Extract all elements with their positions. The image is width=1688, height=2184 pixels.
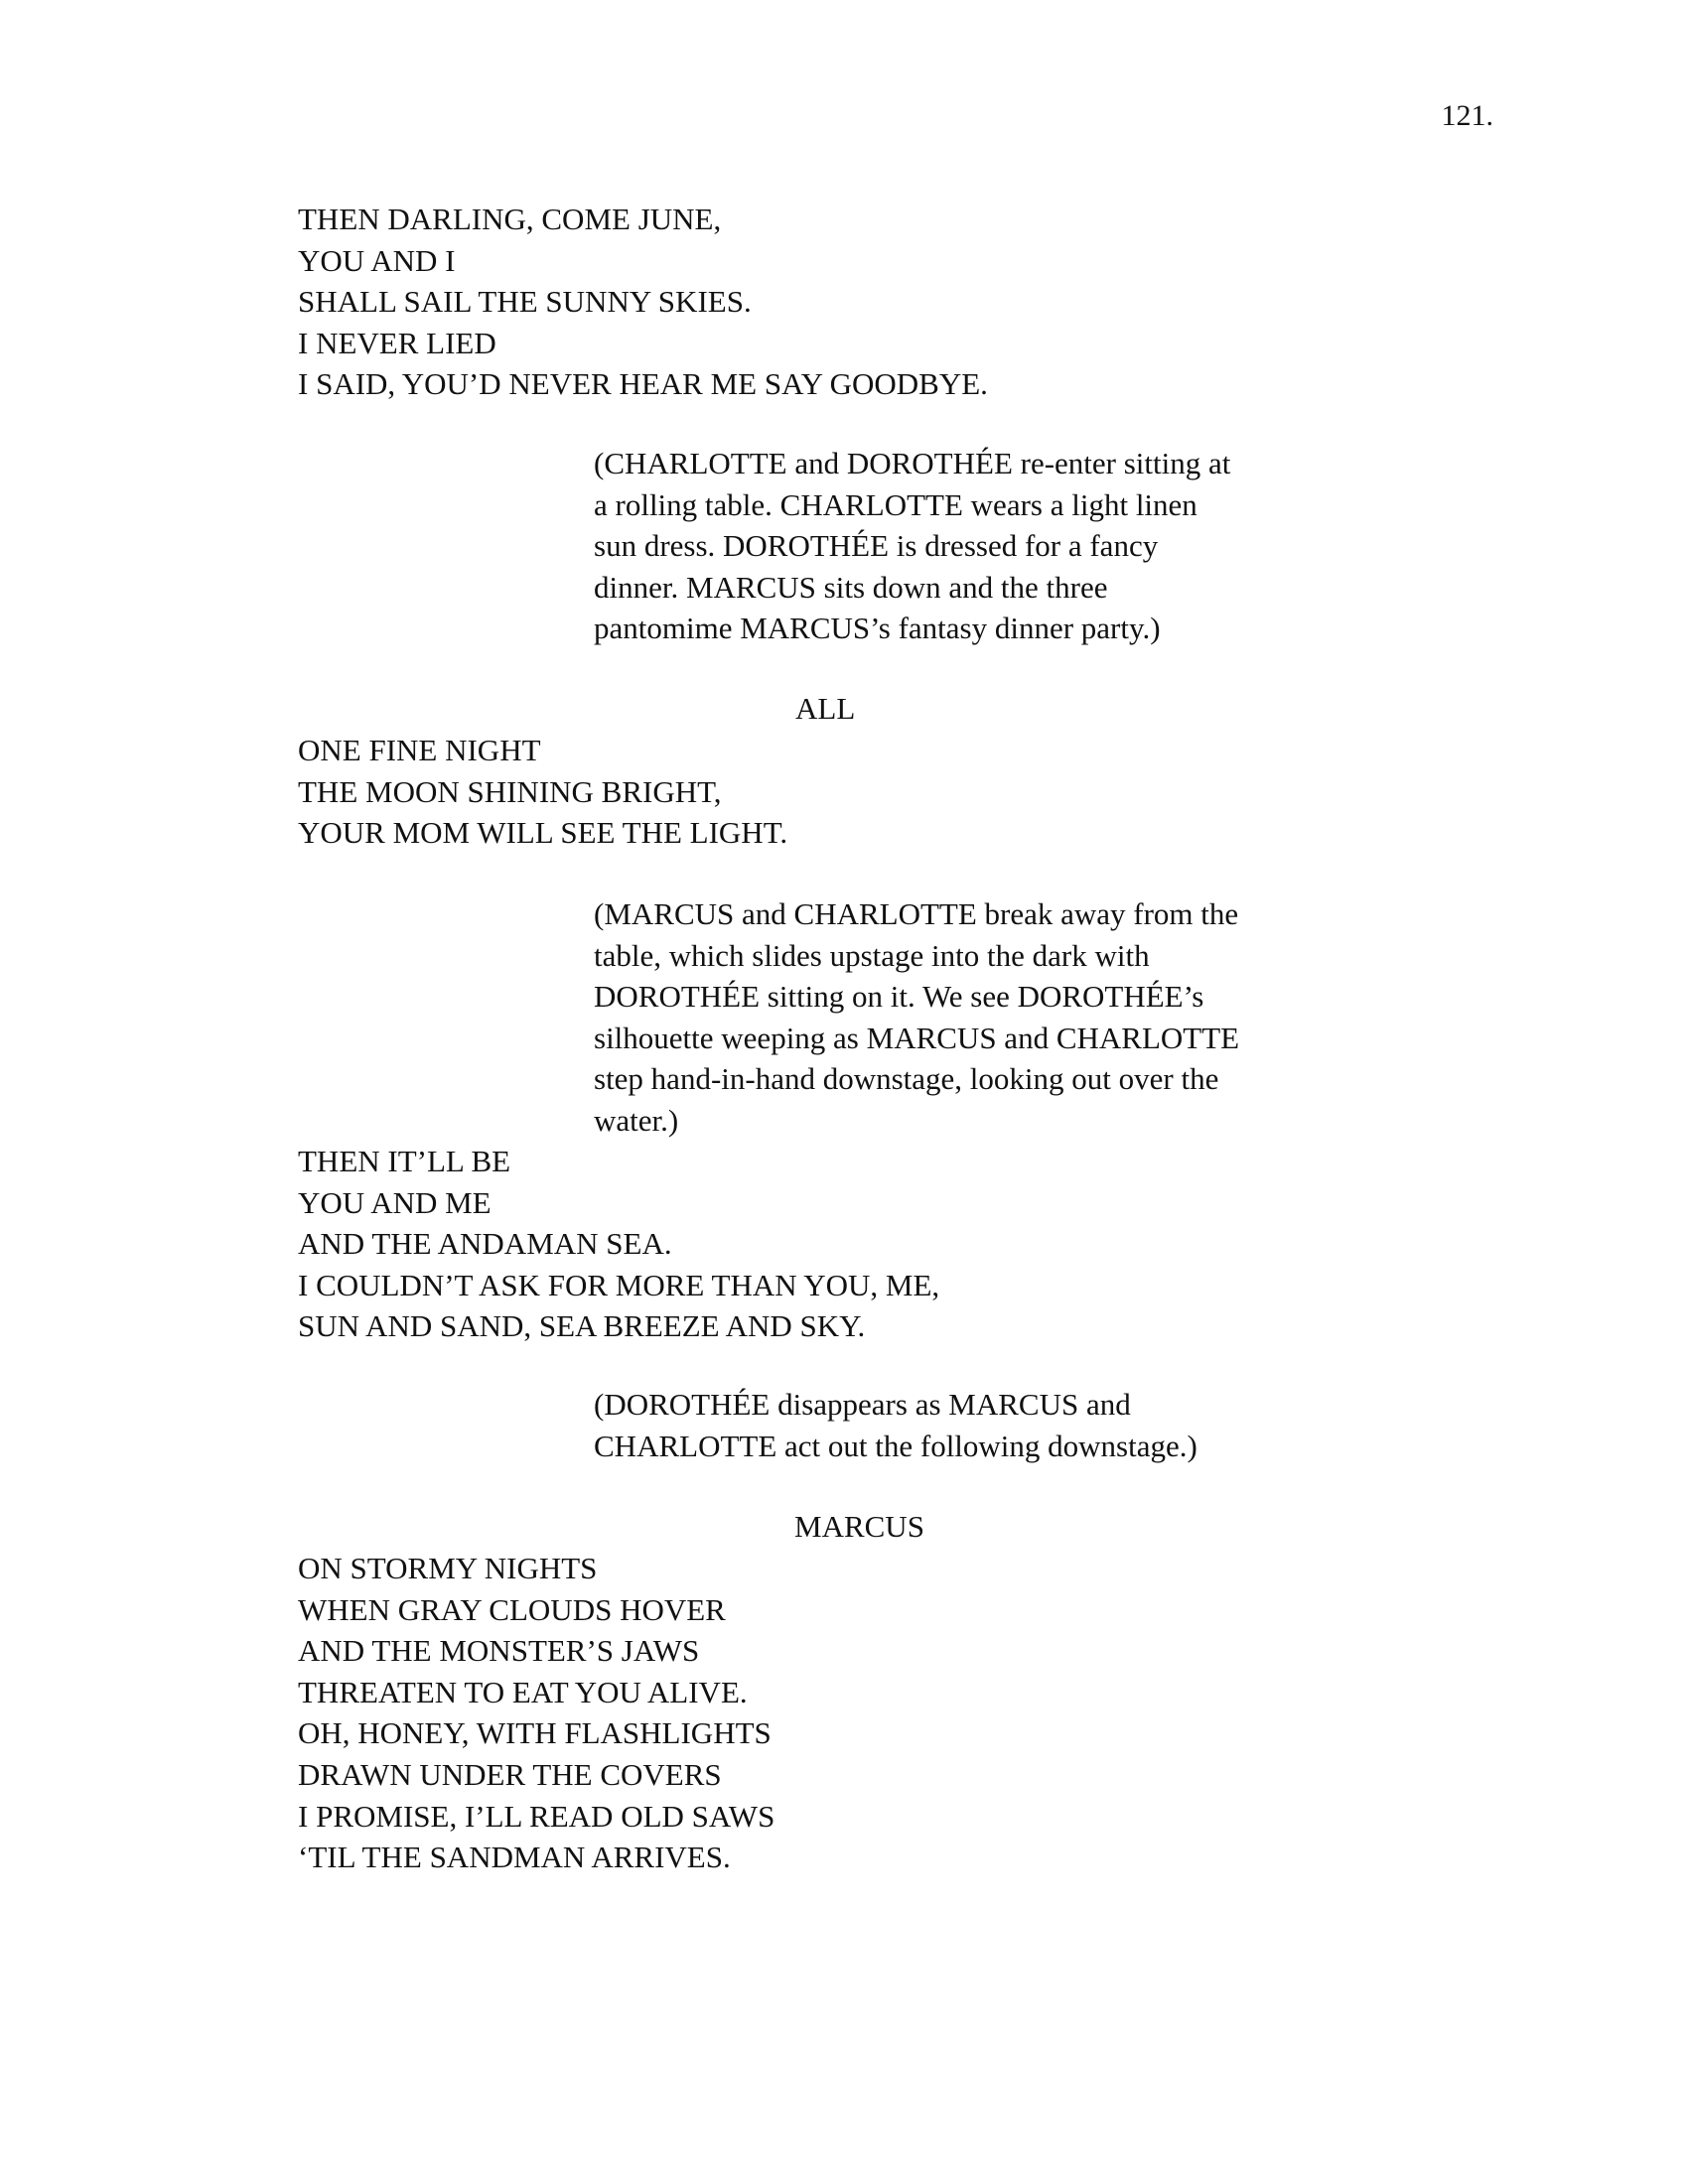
stage-direction-line: (CHARLOTTE and DOROTHÉE re-enter sitting at <box>594 446 1231 480</box>
lyric-line: THE MOON SHINING BRIGHT, <box>298 773 722 809</box>
lyrics-block-3 <box>298 1141 1241 1347</box>
lyrics-block-4 <box>298 1548 1241 1878</box>
stage-direction-3 <box>594 1384 1309 1466</box>
lyric-line: THEN DARLING, COME JUNE, <box>298 202 722 236</box>
lyric-line: AND THE MONSTER’S JAWS <box>298 1633 700 1669</box>
page-number: 121. <box>1441 99 1493 132</box>
lyric-line: SUN AND SAND, SEA BREEZE AND SKY. <box>298 1308 866 1344</box>
stage-direction-line: CHARLOTTE act out the following downstage.) <box>594 1428 1197 1463</box>
lyric-line: OH, HONEY, WITH FLASHLIGHTS <box>298 1715 772 1751</box>
lyrics-block-1 <box>298 199 1241 405</box>
stage-direction-line: sun dress. DOROTHÉE is dressed for a fancy <box>594 528 1159 564</box>
stage-direction-line: dinner. MARCUS sits down and the three <box>594 569 1108 605</box>
lyric-line: WHEN GRAY CLOUDS HOVER <box>298 1591 726 1627</box>
lyric-line: I PROMISE, I’LL READ OLD SAWS <box>298 1798 775 1834</box>
lyric-line: THEN IT’LL BE <box>298 1144 511 1178</box>
character-name-all: ALL <box>795 691 856 726</box>
stage-direction-line: table, which slides upstage into the dark with <box>594 937 1150 973</box>
lyric-line: DRAWN UNDER THE COVERS <box>298 1756 722 1792</box>
stage-direction-line: (DOROTHÉE disappears as MARCUS and <box>594 1387 1131 1422</box>
lyric-line: SHALL SAIL THE SUNNY SKIES. <box>298 284 752 320</box>
stage-direction-1 <box>594 443 1309 649</box>
lyric-line: YOU AND I <box>298 242 456 278</box>
lyric-line: I NEVER LIED <box>298 325 496 360</box>
stage-direction-line: a rolling table. CHARLOTTE wears a light linen <box>594 486 1197 522</box>
stage-direction-2 <box>594 893 1309 1142</box>
lyric-line: ONE FINE NIGHT <box>298 733 541 767</box>
stage-direction-line: step hand-in-hand downstage, looking out over the <box>594 1061 1219 1097</box>
lyric-line: I SAID, YOU’D NEVER HEAR ME SAY GOODBYE. <box>298 366 988 402</box>
lyrics-block-2 <box>298 730 1241 854</box>
stage-direction-line: silhouette weeping as MARCUS and CHARLOTTE <box>594 1020 1240 1055</box>
lyric-line: ON STORMY NIGHTS <box>298 1551 598 1585</box>
stage-direction-line: DOROTHÉE sitting on it. We see DOROTHÉE’s <box>594 979 1204 1015</box>
lyric-line: YOUR MOM WILL SEE THE LIGHT. <box>298 815 788 851</box>
stage-direction-line: water.) <box>594 1102 679 1138</box>
lyric-line: THREATEN TO EAT YOU ALIVE. <box>298 1674 748 1709</box>
stage-direction-line: (MARCUS and CHARLOTTE break away from the <box>594 896 1239 931</box>
lyric-line: ‘TIL THE SANDMAN ARRIVES. <box>298 1840 731 1875</box>
stage-direction-line: pantomime MARCUS’s fantasy dinner party.) <box>594 611 1161 646</box>
lyric-line: YOU AND ME <box>298 1184 492 1220</box>
character-name-marcus: MARCUS <box>794 1509 924 1544</box>
lyric-line: I COULDN’T ASK FOR MORE THAN YOU, ME, <box>298 1267 940 1302</box>
lyric-line: AND THE ANDAMAN SEA. <box>298 1226 672 1262</box>
